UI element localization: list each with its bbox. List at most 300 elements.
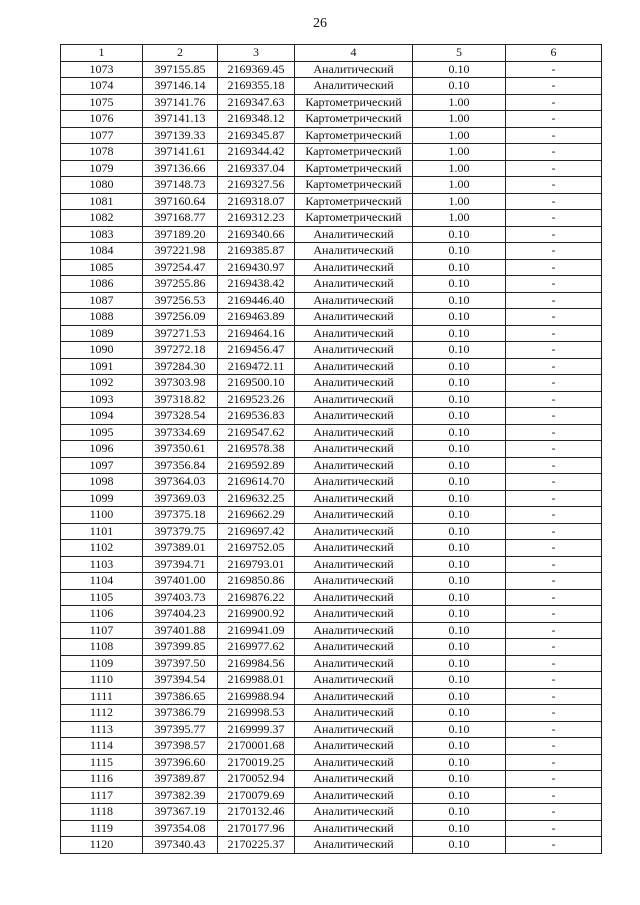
table-row xyxy=(61,391,602,408)
column-header-4: 4 xyxy=(295,45,413,62)
table-body xyxy=(61,61,602,853)
x-coordinate-cell: 397256.53 xyxy=(143,292,218,309)
y-coordinate-cell: 2169318.07 xyxy=(218,193,295,210)
y-coordinate-cell: 2169438.42 xyxy=(218,276,295,293)
note-cell: - xyxy=(506,622,602,639)
table-row xyxy=(61,309,602,326)
y-coordinate-cell: 2169697.42 xyxy=(218,523,295,540)
point-number-cell: 1073 xyxy=(61,61,143,78)
note-cell: - xyxy=(506,507,602,524)
note-cell: - xyxy=(506,837,602,854)
accuracy-cell: 1.00 xyxy=(413,160,506,177)
table-row xyxy=(61,820,602,837)
x-coordinate-cell: 397396.60 xyxy=(143,754,218,771)
table-row xyxy=(61,622,602,639)
accuracy-cell: 1.00 xyxy=(413,193,506,210)
method-cell: Аналитический xyxy=(295,787,413,804)
accuracy-cell: 1.00 xyxy=(413,177,506,194)
x-coordinate-cell: 397272.18 xyxy=(143,342,218,359)
y-coordinate-cell: 2169355.18 xyxy=(218,78,295,95)
x-coordinate-cell: 397397.50 xyxy=(143,655,218,672)
table-row xyxy=(61,837,602,854)
method-cell: Аналитический xyxy=(295,606,413,623)
accuracy-cell: 0.10 xyxy=(413,507,506,524)
y-coordinate-cell: 2169876.22 xyxy=(218,589,295,606)
method-cell: Аналитический xyxy=(295,573,413,590)
method-cell: Аналитический xyxy=(295,672,413,689)
point-number-cell: 1119 xyxy=(61,820,143,837)
accuracy-cell: 0.10 xyxy=(413,622,506,639)
x-coordinate-cell: 397364.03 xyxy=(143,474,218,491)
accuracy-cell: 0.10 xyxy=(413,523,506,540)
table-row xyxy=(61,177,602,194)
y-coordinate-cell: 2169347.63 xyxy=(218,94,295,111)
point-number-cell: 1097 xyxy=(61,457,143,474)
note-cell: - xyxy=(506,144,602,161)
point-number-cell: 1120 xyxy=(61,837,143,854)
x-coordinate-cell: 397356.84 xyxy=(143,457,218,474)
table-row xyxy=(61,111,602,128)
accuracy-cell: 0.10 xyxy=(413,655,506,672)
method-cell: Картометрический xyxy=(295,127,413,144)
x-coordinate-cell: 397389.87 xyxy=(143,771,218,788)
y-coordinate-cell: 2170001.68 xyxy=(218,738,295,755)
note-cell: - xyxy=(506,243,602,260)
x-coordinate-cell: 397399.85 xyxy=(143,639,218,656)
x-coordinate-cell: 397395.77 xyxy=(143,721,218,738)
table-header-row xyxy=(61,45,602,62)
x-coordinate-cell: 397221.98 xyxy=(143,243,218,260)
page-number: 26 xyxy=(313,16,327,31)
note-cell: - xyxy=(506,721,602,738)
table-row xyxy=(61,276,602,293)
table-row xyxy=(61,804,602,821)
accuracy-cell: 0.10 xyxy=(413,804,506,821)
note-cell: - xyxy=(506,556,602,573)
y-coordinate-cell: 2169369.45 xyxy=(218,61,295,78)
method-cell: Картометрический xyxy=(295,177,413,194)
accuracy-cell: 0.10 xyxy=(413,606,506,623)
method-cell: Картометрический xyxy=(295,160,413,177)
accuracy-cell: 0.10 xyxy=(413,408,506,425)
method-cell: Аналитический xyxy=(295,738,413,755)
table-row xyxy=(61,523,602,540)
note-cell: - xyxy=(506,771,602,788)
accuracy-cell: 0.10 xyxy=(413,474,506,491)
table-row xyxy=(61,408,602,425)
accuracy-cell: 0.10 xyxy=(413,688,506,705)
table-row xyxy=(61,771,602,788)
method-cell: Аналитический xyxy=(295,688,413,705)
method-cell: Аналитический xyxy=(295,820,413,837)
method-cell: Картометрический xyxy=(295,193,413,210)
y-coordinate-cell: 2170052.94 xyxy=(218,771,295,788)
x-coordinate-cell: 397139.33 xyxy=(143,127,218,144)
y-coordinate-cell: 2169850.86 xyxy=(218,573,295,590)
accuracy-cell: 0.10 xyxy=(413,787,506,804)
table-row xyxy=(61,754,602,771)
note-cell: - xyxy=(506,705,602,722)
accuracy-cell: 1.00 xyxy=(413,144,506,161)
note-cell: - xyxy=(506,573,602,590)
method-cell: Картометрический xyxy=(295,94,413,111)
y-coordinate-cell: 2169463.89 xyxy=(218,309,295,326)
point-number-cell: 1091 xyxy=(61,358,143,375)
note-cell: - xyxy=(506,309,602,326)
table-row xyxy=(61,441,602,458)
note-cell: - xyxy=(506,424,602,441)
x-coordinate-cell: 397386.79 xyxy=(143,705,218,722)
note-cell: - xyxy=(506,61,602,78)
note-cell: - xyxy=(506,474,602,491)
table-row xyxy=(61,144,602,161)
accuracy-cell: 0.10 xyxy=(413,738,506,755)
accuracy-cell: 1.00 xyxy=(413,111,506,128)
point-number-cell: 1109 xyxy=(61,655,143,672)
accuracy-cell: 0.10 xyxy=(413,573,506,590)
point-number-cell: 1108 xyxy=(61,639,143,656)
y-coordinate-cell: 2169344.42 xyxy=(218,144,295,161)
table-row xyxy=(61,127,602,144)
point-number-cell: 1078 xyxy=(61,144,143,161)
table-row xyxy=(61,606,602,623)
accuracy-cell: 0.10 xyxy=(413,292,506,309)
accuracy-cell: 0.10 xyxy=(413,391,506,408)
y-coordinate-cell: 2170132.46 xyxy=(218,804,295,821)
accuracy-cell: 0.10 xyxy=(413,309,506,326)
point-number-cell: 1081 xyxy=(61,193,143,210)
y-coordinate-cell: 2169327.56 xyxy=(218,177,295,194)
y-coordinate-cell: 2169446.40 xyxy=(218,292,295,309)
x-coordinate-cell: 397189.20 xyxy=(143,226,218,243)
point-number-cell: 1101 xyxy=(61,523,143,540)
column-header-3: 3 xyxy=(218,45,295,62)
x-coordinate-cell: 397146.14 xyxy=(143,78,218,95)
y-coordinate-cell: 2169500.10 xyxy=(218,375,295,392)
y-coordinate-cell: 2169345.87 xyxy=(218,127,295,144)
accuracy-cell: 0.10 xyxy=(413,820,506,837)
method-cell: Аналитический xyxy=(295,342,413,359)
point-number-cell: 1094 xyxy=(61,408,143,425)
note-cell: - xyxy=(506,177,602,194)
table-row xyxy=(61,738,602,755)
note-cell: - xyxy=(506,325,602,342)
point-number-cell: 1104 xyxy=(61,573,143,590)
accuracy-cell: 1.00 xyxy=(413,127,506,144)
accuracy-cell: 0.10 xyxy=(413,259,506,276)
accuracy-cell: 0.10 xyxy=(413,837,506,854)
point-number-cell: 1086 xyxy=(61,276,143,293)
point-number-cell: 1093 xyxy=(61,391,143,408)
note-cell: - xyxy=(506,276,602,293)
table-row xyxy=(61,226,602,243)
point-number-cell: 1102 xyxy=(61,540,143,557)
note-cell: - xyxy=(506,160,602,177)
y-coordinate-cell: 2170019.25 xyxy=(218,754,295,771)
y-coordinate-cell: 2169312.23 xyxy=(218,210,295,227)
x-coordinate-cell: 397303.98 xyxy=(143,375,218,392)
method-cell: Аналитический xyxy=(295,358,413,375)
x-coordinate-cell: 397386.65 xyxy=(143,688,218,705)
method-cell: Аналитический xyxy=(295,457,413,474)
x-coordinate-cell: 397394.71 xyxy=(143,556,218,573)
accuracy-cell: 0.10 xyxy=(413,589,506,606)
x-coordinate-cell: 397404.23 xyxy=(143,606,218,623)
table-row xyxy=(61,721,602,738)
method-cell: Аналитический xyxy=(295,721,413,738)
x-coordinate-cell: 397160.64 xyxy=(143,193,218,210)
y-coordinate-cell: 2169578.38 xyxy=(218,441,295,458)
note-cell: - xyxy=(506,259,602,276)
note-cell: - xyxy=(506,375,602,392)
y-coordinate-cell: 2169340.66 xyxy=(218,226,295,243)
x-coordinate-cell: 397401.00 xyxy=(143,573,218,590)
method-cell: Аналитический xyxy=(295,292,413,309)
x-coordinate-cell: 397328.54 xyxy=(143,408,218,425)
x-coordinate-cell: 397155.85 xyxy=(143,61,218,78)
note-cell: - xyxy=(506,688,602,705)
point-number-cell: 1105 xyxy=(61,589,143,606)
note-cell: - xyxy=(506,391,602,408)
note-cell: - xyxy=(506,655,602,672)
accuracy-cell: 0.10 xyxy=(413,243,506,260)
table-row xyxy=(61,787,602,804)
point-number-cell: 1080 xyxy=(61,177,143,194)
method-cell: Аналитический xyxy=(295,556,413,573)
note-cell: - xyxy=(506,408,602,425)
note-cell: - xyxy=(506,738,602,755)
note-cell: - xyxy=(506,193,602,210)
table-row xyxy=(61,325,602,342)
method-cell: Аналитический xyxy=(295,622,413,639)
x-coordinate-cell: 397318.82 xyxy=(143,391,218,408)
table-row xyxy=(61,78,602,95)
y-coordinate-cell: 2169988.94 xyxy=(218,688,295,705)
note-cell: - xyxy=(506,358,602,375)
accuracy-cell: 0.10 xyxy=(413,639,506,656)
method-cell: Картометрический xyxy=(295,210,413,227)
y-coordinate-cell: 2170177.96 xyxy=(218,820,295,837)
point-number-cell: 1113 xyxy=(61,721,143,738)
method-cell: Аналитический xyxy=(295,78,413,95)
x-coordinate-cell: 397350.61 xyxy=(143,441,218,458)
method-cell: Аналитический xyxy=(295,837,413,854)
x-coordinate-cell: 397375.18 xyxy=(143,507,218,524)
y-coordinate-cell: 2169547.62 xyxy=(218,424,295,441)
accuracy-cell: 0.10 xyxy=(413,358,506,375)
y-coordinate-cell: 2169348.12 xyxy=(218,111,295,128)
point-number-cell: 1099 xyxy=(61,490,143,507)
accuracy-cell: 0.10 xyxy=(413,78,506,95)
x-coordinate-cell: 397369.03 xyxy=(143,490,218,507)
accuracy-cell: 0.10 xyxy=(413,457,506,474)
note-cell: - xyxy=(506,540,602,557)
table-row xyxy=(61,507,602,524)
method-cell: Картометрический xyxy=(295,144,413,161)
x-coordinate-cell: 397141.76 xyxy=(143,94,218,111)
y-coordinate-cell: 2169988.01 xyxy=(218,672,295,689)
method-cell: Аналитический xyxy=(295,804,413,821)
table-row xyxy=(61,672,602,689)
note-cell: - xyxy=(506,210,602,227)
table-row xyxy=(61,457,602,474)
accuracy-cell: 1.00 xyxy=(413,94,506,111)
table-row xyxy=(61,375,602,392)
y-coordinate-cell: 2169464.16 xyxy=(218,325,295,342)
point-number-cell: 1107 xyxy=(61,622,143,639)
point-number-cell: 1084 xyxy=(61,243,143,260)
note-cell: - xyxy=(506,639,602,656)
point-number-cell: 1098 xyxy=(61,474,143,491)
accuracy-cell: 0.10 xyxy=(413,375,506,392)
table-row xyxy=(61,160,602,177)
accuracy-cell: 0.10 xyxy=(413,754,506,771)
x-coordinate-cell: 397141.13 xyxy=(143,111,218,128)
coordinates-table xyxy=(60,44,602,854)
method-cell: Аналитический xyxy=(295,490,413,507)
table-row xyxy=(61,243,602,260)
y-coordinate-cell: 2169998.53 xyxy=(218,705,295,722)
method-cell: Аналитический xyxy=(295,243,413,260)
point-number-cell: 1092 xyxy=(61,375,143,392)
x-coordinate-cell: 397271.53 xyxy=(143,325,218,342)
accuracy-cell: 0.10 xyxy=(413,490,506,507)
y-coordinate-cell: 2169900.92 xyxy=(218,606,295,623)
method-cell: Аналитический xyxy=(295,259,413,276)
note-cell: - xyxy=(506,754,602,771)
note-cell: - xyxy=(506,78,602,95)
method-cell: Аналитический xyxy=(295,309,413,326)
method-cell: Аналитический xyxy=(295,639,413,656)
accuracy-cell: 0.10 xyxy=(413,721,506,738)
accuracy-cell: 0.10 xyxy=(413,424,506,441)
x-coordinate-cell: 397401.88 xyxy=(143,622,218,639)
method-cell: Аналитический xyxy=(295,375,413,392)
x-coordinate-cell: 397354.08 xyxy=(143,820,218,837)
table-row xyxy=(61,655,602,672)
method-cell: Аналитический xyxy=(295,474,413,491)
column-header-2: 2 xyxy=(143,45,218,62)
method-cell: Аналитический xyxy=(295,705,413,722)
y-coordinate-cell: 2170079.69 xyxy=(218,787,295,804)
x-coordinate-cell: 397389.01 xyxy=(143,540,218,557)
point-number-cell: 1118 xyxy=(61,804,143,821)
method-cell: Аналитический xyxy=(295,523,413,540)
y-coordinate-cell: 2169592.89 xyxy=(218,457,295,474)
y-coordinate-cell: 2169472.11 xyxy=(218,358,295,375)
method-cell: Аналитический xyxy=(295,226,413,243)
table-row xyxy=(61,639,602,656)
method-cell: Аналитический xyxy=(295,441,413,458)
note-cell: - xyxy=(506,787,602,804)
y-coordinate-cell: 2169662.29 xyxy=(218,507,295,524)
column-header-5: 5 xyxy=(413,45,506,62)
table-row xyxy=(61,61,602,78)
point-number-cell: 1103 xyxy=(61,556,143,573)
note-cell: - xyxy=(506,820,602,837)
point-number-cell: 1111 xyxy=(61,688,143,705)
point-number-cell: 1095 xyxy=(61,424,143,441)
note-cell: - xyxy=(506,490,602,507)
y-coordinate-cell: 2169632.25 xyxy=(218,490,295,507)
point-number-cell: 1112 xyxy=(61,705,143,722)
y-coordinate-cell: 2169523.26 xyxy=(218,391,295,408)
x-coordinate-cell: 397367.19 xyxy=(143,804,218,821)
table-row xyxy=(61,193,602,210)
y-coordinate-cell: 2169385.87 xyxy=(218,243,295,260)
note-cell: - xyxy=(506,226,602,243)
table-row xyxy=(61,705,602,722)
x-coordinate-cell: 397382.39 xyxy=(143,787,218,804)
note-cell: - xyxy=(506,589,602,606)
x-coordinate-cell: 397284.30 xyxy=(143,358,218,375)
point-number-cell: 1100 xyxy=(61,507,143,524)
accuracy-cell: 0.10 xyxy=(413,226,506,243)
point-number-cell: 1085 xyxy=(61,259,143,276)
note-cell: - xyxy=(506,606,602,623)
x-coordinate-cell: 397379.75 xyxy=(143,523,218,540)
method-cell: Аналитический xyxy=(295,655,413,672)
x-coordinate-cell: 397398.57 xyxy=(143,738,218,755)
x-coordinate-cell: 397403.73 xyxy=(143,589,218,606)
table-row xyxy=(61,94,602,111)
y-coordinate-cell: 2169752.05 xyxy=(218,540,295,557)
point-number-cell: 1075 xyxy=(61,94,143,111)
y-coordinate-cell: 2169430.97 xyxy=(218,259,295,276)
table-row xyxy=(61,358,602,375)
point-number-cell: 1114 xyxy=(61,738,143,755)
y-coordinate-cell: 2169456.47 xyxy=(218,342,295,359)
accuracy-cell: 0.10 xyxy=(413,672,506,689)
note-cell: - xyxy=(506,441,602,458)
table-row xyxy=(61,292,602,309)
y-coordinate-cell: 2169984.56 xyxy=(218,655,295,672)
point-number-cell: 1115 xyxy=(61,754,143,771)
table-row xyxy=(61,540,602,557)
y-coordinate-cell: 2169999.37 xyxy=(218,721,295,738)
method-cell: Аналитический xyxy=(295,507,413,524)
method-cell: Аналитический xyxy=(295,754,413,771)
column-header-6: 6 xyxy=(506,45,602,62)
note-cell: - xyxy=(506,672,602,689)
x-coordinate-cell: 397141.61 xyxy=(143,144,218,161)
x-coordinate-cell: 397254.47 xyxy=(143,259,218,276)
accuracy-cell: 0.10 xyxy=(413,276,506,293)
point-number-cell: 1079 xyxy=(61,160,143,177)
point-number-cell: 1096 xyxy=(61,441,143,458)
point-number-cell: 1116 xyxy=(61,771,143,788)
table-row xyxy=(61,259,602,276)
y-coordinate-cell: 2169536.83 xyxy=(218,408,295,425)
point-number-cell: 1089 xyxy=(61,325,143,342)
point-number-cell: 1090 xyxy=(61,342,143,359)
table-row xyxy=(61,342,602,359)
y-coordinate-cell: 2169614.70 xyxy=(218,474,295,491)
note-cell: - xyxy=(506,111,602,128)
table-row xyxy=(61,210,602,227)
method-cell: Аналитический xyxy=(295,391,413,408)
table-row xyxy=(61,589,602,606)
method-cell: Аналитический xyxy=(295,325,413,342)
x-coordinate-cell: 397340.43 xyxy=(143,837,218,854)
accuracy-cell: 0.10 xyxy=(413,325,506,342)
method-cell: Аналитический xyxy=(295,424,413,441)
accuracy-cell: 0.10 xyxy=(413,556,506,573)
point-number-cell: 1077 xyxy=(61,127,143,144)
method-cell: Аналитический xyxy=(295,276,413,293)
x-coordinate-cell: 397168.77 xyxy=(143,210,218,227)
accuracy-cell: 1.00 xyxy=(413,210,506,227)
